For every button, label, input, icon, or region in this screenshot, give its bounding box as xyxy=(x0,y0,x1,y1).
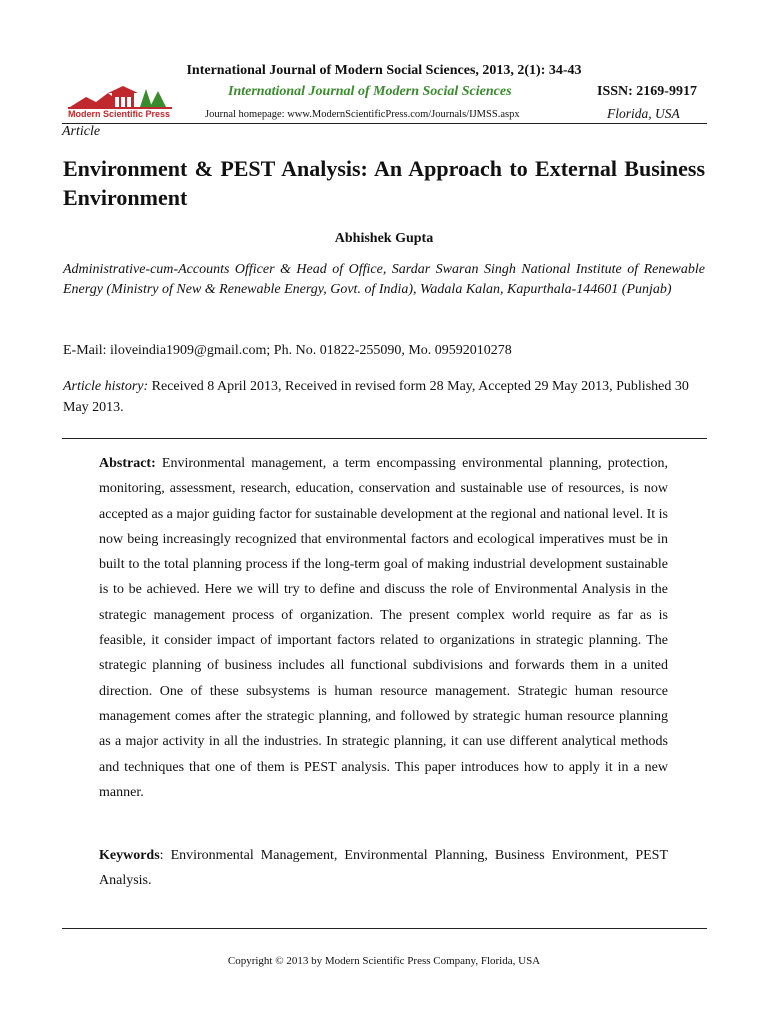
abstract-label: Abstract: xyxy=(99,456,156,471)
abstract-text: Environmental management, a term encompassing environmental planning, protection, monitoring, assessment, research, education, conservation and sustainable use of resources, is now accepted as a major guiding factor for sustainable development at the regional and national level. It is now being increasingly recognized that environmental factors and ecological imperatives must be in built to the total planning process if the long-term goal of making industrial development sustainable is to be achieved. Here we will try to define and discuss the role of Environmental Analysis in the strategic management process of organization. The present complex world require as far as is feasible, it consider impact of important factors related to organizations in strategic planning. The strategic planning of business includes all functional subdivisions and forwards them in a united direction. One of these subsystems is human resource management. Strategic human resource management comes after the strategic planning, and followed by strategic human resource planning as a major activity in all the industries. In strategic planning, it can use different analytical methods and techniques that one of them is PEST analysis. This paper introduces how to apply it in a new manner. xyxy=(99,456,668,800)
issn: ISSN: 2169-9917 xyxy=(597,84,697,99)
publisher-logo xyxy=(66,83,174,121)
author-contact: E-Mail: iloveindia1909@gmail.com; Ph. No. 01822-255090, Mo. 09592010278 xyxy=(63,343,512,358)
keywords xyxy=(99,843,668,894)
header-divider xyxy=(62,123,707,124)
article-history-label: Article history: xyxy=(63,379,149,394)
copyright-notice: Copyright © 2013 by Modern Scientific Press Company, Florida, USA xyxy=(227,955,541,967)
journal-location: Florida, USA xyxy=(607,106,680,121)
keywords-text: : Environmental Management, Environmental Planning, Business Environment, PEST Analysis. xyxy=(99,848,668,889)
running-head: International Journal of Modern Social Sciences, 2013, 2(1): 34-43 xyxy=(186,63,582,78)
article-type-label: Article xyxy=(62,124,101,139)
article-history xyxy=(63,377,705,418)
publisher-logo-text: Modern Scientific Press xyxy=(68,109,171,119)
abstract-top-divider xyxy=(62,438,707,439)
journal-homepage: Journal homepage: www.ModernScientificPress.com/Journals/IJMSS.aspx xyxy=(205,109,520,120)
keywords-label: Keywords xyxy=(99,848,160,863)
article-history-text: Received 8 April 2013, Received in revised form 28 May, Accepted 29 May 2013, Published 30 May 2013. xyxy=(63,379,689,415)
footer-divider xyxy=(62,928,707,929)
author-name: Abhishek Gupta xyxy=(334,231,434,246)
abstract xyxy=(99,451,668,805)
journal-name: International Journal of Modern Social Sciences xyxy=(228,84,512,99)
article-title: Environment & PEST Analysis: An Approach to External Business Environment xyxy=(63,156,705,210)
temple-logo-icon xyxy=(66,83,174,111)
author-affiliation: Administrative-cum-Accounts Officer & Head of Office, Sardar Swaran Singh National Institute of Renewable Energy (Ministry of New & Renewable Energy, Govt. of India), Wadala Kalan, Kapurthala-144601 (Punjab) xyxy=(63,262,705,297)
